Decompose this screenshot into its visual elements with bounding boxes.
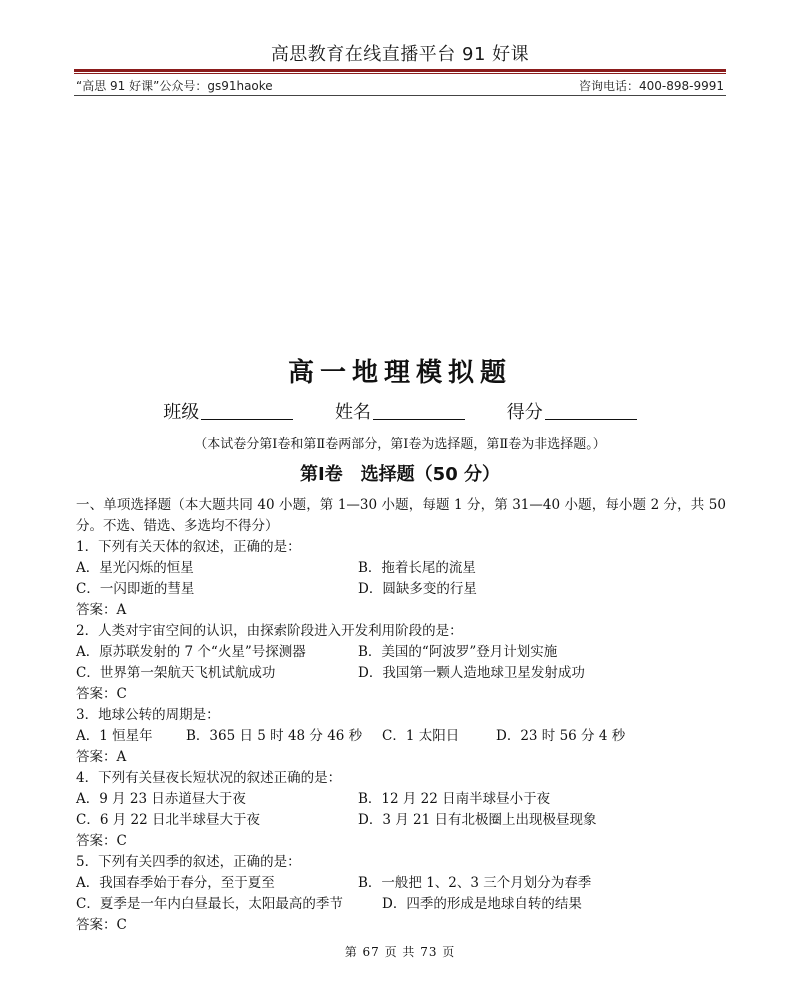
question-stem: 2．人类对宇宙空间的认识，由探索阶段进入开发利用阶段的是： bbox=[76, 623, 463, 639]
option: D．我国第一颗人造地球卫星发射成功 bbox=[358, 665, 585, 681]
option: A．我国春季始于春分，至于夏至 bbox=[76, 875, 275, 891]
header-phone: 咨询电话：400-898-9991 bbox=[578, 79, 724, 93]
option: C．一闪即逝的彗星 bbox=[76, 581, 195, 597]
question-stem: 5．下列有关四季的叙述，正确的是： bbox=[76, 854, 301, 870]
option: A．1 恒星年 bbox=[76, 728, 153, 744]
option-row bbox=[76, 558, 726, 579]
option-row bbox=[76, 873, 726, 894]
score-blank bbox=[545, 403, 637, 420]
question-body bbox=[76, 495, 726, 936]
class-field: 班级 bbox=[163, 402, 293, 423]
option: D．圆缺多变的行星 bbox=[358, 581, 477, 597]
question-stem: 3．地球公转的周期是： bbox=[76, 707, 220, 723]
option: B．一般把 1、2、3 三个月划分为春季 bbox=[358, 875, 592, 891]
header-rule bbox=[74, 69, 726, 72]
header-title: 高思教育在线直播平台 91 好课 bbox=[270, 44, 530, 65]
option-row bbox=[76, 789, 726, 810]
question-stem: 4．下列有关昼夜长短状况的叙述正确的是： bbox=[76, 770, 342, 786]
option: B．12 月 22 日南半球昼小于夜 bbox=[358, 791, 551, 807]
option-row bbox=[76, 642, 726, 663]
question-stem: 1．下列有关天体的叙述，正确的是： bbox=[76, 539, 301, 555]
option: C．1 太阳日 bbox=[382, 728, 460, 744]
option: D．四季的形成是地球自转的结果 bbox=[382, 896, 582, 912]
option-row bbox=[76, 726, 726, 747]
page-footer: 第 67 页 共 73 页 bbox=[344, 945, 456, 959]
header-bottom-rule bbox=[74, 95, 726, 96]
option-row bbox=[76, 810, 726, 831]
answer: 答案：C bbox=[76, 833, 127, 849]
header-rule-thin bbox=[74, 73, 726, 74]
header-public-account: “高思 91 好课”公众号：gs91haoke bbox=[76, 79, 273, 93]
option: B．拖着长尾的流星 bbox=[358, 560, 476, 576]
option: B．美国的“阿波罗”登月计划实施 bbox=[358, 644, 558, 660]
answer: 答案：C bbox=[76, 686, 127, 702]
exam-note: （本试卷分第Ⅰ卷和第Ⅱ卷两部分，第Ⅰ卷为选择题，第Ⅱ卷为非选择题。） bbox=[194, 437, 606, 452]
option: D．3 月 21 日有北极圈上出现极昼现象 bbox=[358, 812, 597, 828]
answer: 答案：A bbox=[76, 749, 127, 765]
option-row bbox=[76, 663, 726, 684]
option: A．原苏联发射的 7 个“火星”号探测器 bbox=[76, 644, 306, 660]
name-blank bbox=[373, 403, 465, 420]
answer: 答案：A bbox=[76, 602, 127, 618]
exam-title: 高一地理模拟题 bbox=[287, 358, 512, 388]
option: C．世界第一架航天飞机试航成功 bbox=[76, 665, 276, 681]
score-field: 得分 bbox=[507, 402, 637, 423]
option-row bbox=[76, 579, 726, 600]
option: A．星光闪烁的恒星 bbox=[76, 560, 194, 576]
student-info-fields bbox=[0, 398, 800, 424]
option: C．夏季是一年内白昼最长，太阳最高的季节 bbox=[76, 896, 343, 912]
answer: 答案：C bbox=[76, 917, 127, 933]
section-heading: 第Ⅰ卷 选择题（50 分） bbox=[299, 464, 500, 485]
class-blank bbox=[201, 403, 293, 420]
option: D．23 时 56 分 4 秒 bbox=[496, 728, 626, 744]
section-intro: 一、单项选择题（本大题共同 40 小题，第 1—30 小题，每题 1 分，第 31—40 小题，每小题 2 分，共 50 分。不选、错选、多选均不得分） bbox=[76, 497, 726, 534]
option: C．6 月 22 日北半球昼大于夜 bbox=[76, 812, 260, 828]
option-row bbox=[76, 894, 726, 915]
name-field: 姓名 bbox=[335, 402, 465, 423]
option: A．9 月 23 日赤道昼大于夜 bbox=[76, 791, 246, 807]
option: B．365 日 5 时 48 分 46 秒 bbox=[186, 728, 363, 744]
